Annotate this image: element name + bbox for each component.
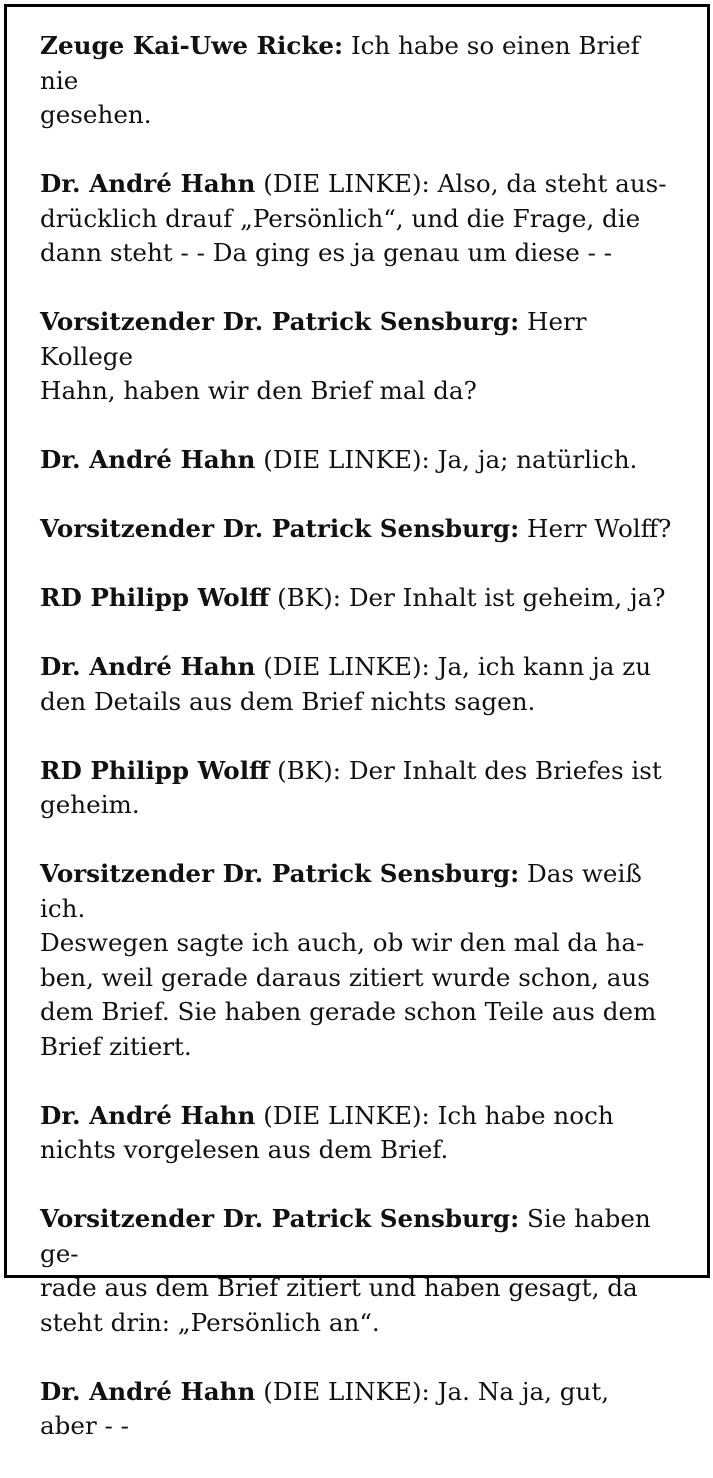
speaker-name: Dr. André Hahn	[40, 652, 256, 681]
statement-line: Der Inhalt ist geheim, ja?	[348, 583, 666, 612]
statement-line: Ja. Na ja, gut,	[437, 1376, 610, 1406]
transcript-entry	[40, 1202, 680, 1340]
transcript-entry	[40, 29, 680, 133]
statement-line: drücklich drauf „Persönlich“, und die Frage, die	[40, 203, 641, 233]
speaker-name: Vorsitzender Dr. Patrick Sensburg:	[40, 514, 520, 543]
transcript-entry	[40, 305, 680, 409]
statement-line: Herr Wolff?	[527, 514, 672, 543]
speaker-party: (BK):	[277, 755, 341, 785]
transcript-entry	[40, 167, 680, 271]
statement-line: Brief zitiert.	[40, 1031, 192, 1061]
statement-line: Ja, ich kann ja zu	[437, 652, 652, 681]
statement-line: Ich habe so einen Brief nie	[40, 31, 640, 95]
transcript-entry	[40, 1099, 680, 1168]
speaker-name: Vorsitzender Dr. Patrick Sensburg:	[40, 307, 520, 336]
transcript-entry	[40, 857, 680, 1064]
speaker-party: (DIE LINKE):	[263, 169, 430, 198]
statement-line: steht drin: „Persönlich an“.	[40, 1307, 380, 1337]
speaker-name: Dr. André Hahn	[40, 1100, 256, 1130]
speaker-name: Dr. André Hahn	[40, 445, 256, 474]
speaker-party: (DIE LINKE):	[263, 445, 430, 474]
statement-line: den Details aus dem Brief nichts sagen.	[40, 686, 536, 716]
speaker-party: (DIE LINKE):	[263, 1100, 430, 1130]
transcript	[40, 29, 680, 1478]
statement-line: Ja, ja; natürlich.	[437, 445, 638, 474]
statement-line: Ich habe noch	[437, 1100, 614, 1130]
statement-line: Hahn, haben wir den Brief mal da?	[40, 376, 477, 405]
transcript-entry	[40, 1375, 680, 1444]
transcript-entry	[40, 650, 680, 719]
speaker-party: (DIE LINKE):	[263, 652, 430, 681]
statement-line: ben, weil gerade daraus zitiert wurde schon, aus	[40, 962, 650, 992]
document-frame	[4, 4, 710, 1440]
transcript-entry	[40, 754, 680, 823]
speaker-name: RD Philipp Wolff	[40, 583, 270, 612]
statement-line: Herr Kollege	[40, 307, 587, 371]
statement-line: dann steht - - Da ging es ja genau um diese - -	[40, 238, 613, 267]
statement-line: Das weiß ich.	[40, 859, 642, 923]
speaker-name: Vorsitzender Dr. Patrick Sensburg:	[40, 1204, 520, 1233]
speaker-name: Zeuge Kai-Uwe Ricke:	[40, 31, 344, 60]
statement-line: Deswegen sagte ich auch, ob wir den mal da ha-	[40, 928, 645, 957]
speaker-party: (DIE LINKE):	[263, 1376, 430, 1406]
statement-line: rade aus dem Brief zitiert und haben gesagt, da	[40, 1273, 638, 1302]
speaker-name: Vorsitzender Dr. Patrick Sensburg:	[40, 859, 520, 888]
statement-line: dem Brief. Sie haben gerade schon Teile aus dem	[40, 997, 657, 1026]
transcript-entry	[40, 512, 680, 547]
statement-line: Der Inhalt des Briefes ist	[348, 755, 662, 785]
statement-line: nichts vorgelesen aus dem Brief.	[40, 1135, 449, 1164]
speaker-name: RD Philipp Wolff	[40, 755, 270, 785]
transcript-entry	[40, 581, 680, 616]
speaker-name: Dr. André Hahn	[40, 1376, 256, 1406]
statement-line: aber - -	[40, 1411, 129, 1440]
speaker-name: Dr. André Hahn	[40, 169, 256, 198]
statement-line: Also, da steht aus-	[437, 169, 667, 198]
statement-line: geheim.	[40, 790, 140, 819]
statement-line: gesehen.	[40, 100, 152, 129]
speaker-party: (BK):	[277, 583, 341, 612]
transcript-entry	[40, 443, 680, 478]
statement-line: Sie haben ge-	[40, 1204, 651, 1268]
